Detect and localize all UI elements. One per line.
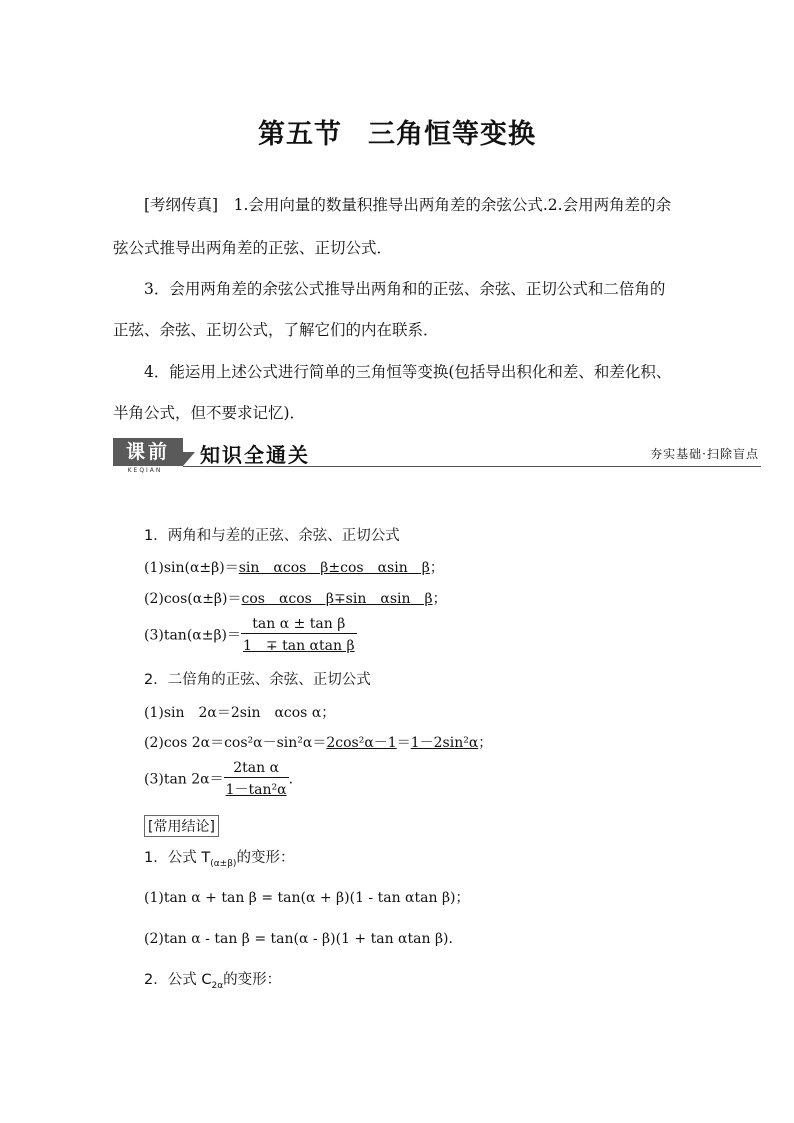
- formula-tan-double: [144, 760, 293, 799]
- tan2-end: .: [288, 771, 294, 788]
- intro-p4-line1: 4．能运用上述公式进行简单的三角恒等变换(包括导出积化和差、和差化积、: [144, 363, 672, 381]
- c1-sub: (α±β): [210, 858, 237, 869]
- cos2-right: 1－2sin²α: [410, 735, 479, 751]
- tan-fraction: [241, 616, 357, 655]
- cos2-end: ；: [478, 735, 493, 751]
- c1-end: 的变形：: [236, 850, 295, 866]
- cos-right: cos αcos β∓sin αsin β: [241, 591, 433, 607]
- sin-end: ；: [429, 560, 444, 576]
- conclusions-label: [常用结论]: [144, 815, 219, 837]
- c2-sub: 2α: [211, 980, 224, 991]
- tan-numerator: tan α ± tan β: [241, 616, 357, 634]
- intro-p1-line1: [考纲传真] 1.会用向量的数量积推导出两角差的余弦公式.2.会用两角差的余: [144, 196, 672, 214]
- c2-end: 的变形：: [223, 972, 282, 988]
- formula-sin-double: (1)sin 2α＝2sin αcos α；: [144, 705, 336, 721]
- tan-denominator: 1 ∓ tan αtan β: [243, 638, 355, 654]
- section2-header: 2．二倍角的正弦、余弦、正切公式: [144, 672, 371, 688]
- conclusion-1b: (2)tan α - tan β = tan(α - β)(1 + tan αtan β)．: [144, 931, 463, 947]
- banner-heading: 知识全通关: [200, 443, 310, 467]
- sin-right: sin αcos β±cos αsin β: [238, 560, 430, 576]
- section1-header: 1．两角和与差的正弦、余弦、正切公式: [144, 528, 400, 544]
- c2-text: 2．公式 C: [144, 972, 212, 988]
- tan2-left: (3)tan 2α＝: [144, 771, 224, 788]
- banner-rule: [183, 466, 761, 467]
- formula-tan-sum: [144, 616, 357, 655]
- banner-box-sub: KEQIAN: [127, 467, 163, 474]
- section-banner: [113, 438, 761, 474]
- tan2-denominator: 1－tan²α: [225, 782, 287, 798]
- banner-box-label: 课前: [113, 438, 183, 466]
- intro-p1-line2: 弦公式推导出两角差的正弦、正切公式．: [113, 239, 393, 257]
- cos-left: (2)cos(α±β)＝: [144, 591, 242, 607]
- banner-right-text: 夯实基础·扫除盲点: [650, 447, 759, 461]
- banner-arrow-shape: [183, 452, 195, 466]
- formula-sin-sum: [144, 557, 444, 577]
- c1-text: 1．公式 T: [144, 850, 211, 866]
- tan2-fraction: [224, 760, 289, 799]
- formula-cos-sum: [144, 588, 447, 608]
- cos-end: ；: [432, 591, 447, 607]
- conclusion-2: [144, 968, 281, 991]
- cos2-mid: 2cos²α－1: [326, 735, 397, 751]
- cos2-left: (2)cos 2α＝cos²α－sin²α＝: [144, 735, 327, 751]
- formula-cos-double: [144, 732, 492, 752]
- page-title: [0, 112, 794, 151]
- intro-p3-line1: 3．会用两角差的余弦公式推导出两角和的正弦、余弦、正切公式和二倍角的: [144, 280, 666, 298]
- tan-left: (3)tan(α±β)＝: [144, 627, 242, 644]
- intro-p3-line2: 正弦、余弦、正切公式，了解它们的内在联系．: [113, 321, 439, 339]
- title-topic: 三角恒等变换: [368, 119, 536, 150]
- conclusion-1a: (1)tan α + tan β = tan(α + β)(1 - tan αtan β)；: [144, 890, 470, 906]
- title-section: 第五节: [258, 119, 342, 150]
- tan2-numerator: 2tan α: [224, 760, 289, 778]
- sin-left: (1)sin(α±β)＝: [144, 560, 239, 576]
- cos2-eq: ＝: [396, 735, 411, 751]
- conclusion-1: [144, 846, 294, 869]
- intro-p4-line2: 半角公式，但不要求记忆)．: [113, 404, 306, 422]
